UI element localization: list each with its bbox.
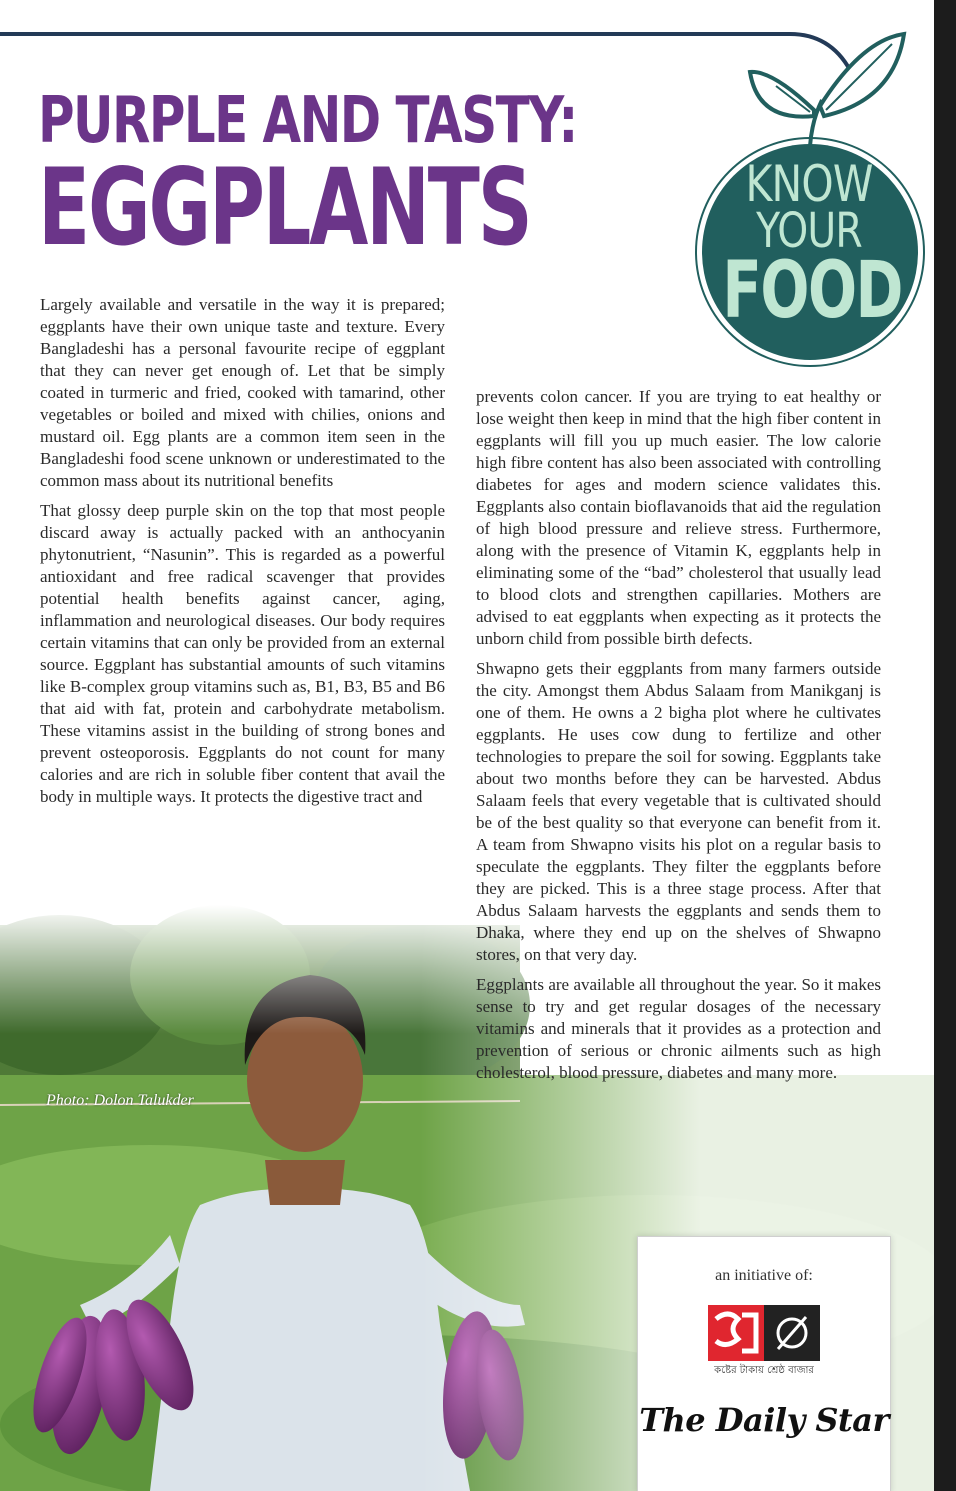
left-paragraph-2: That glossy deep purple skin on the top that most people discard away is actually packed with an anthocyanin phytonutrient, “Nasunin”. This is regarded as a powerful antioxidant and free radical scavenger that provides potential health benefits against cancer, aging, inflammation and neurological diseases. Our body requires certain vitamins that can only be provided from an external source. Eggplant has substantial amounts of such vitamins like B-complex group vitamins such as, B1, B3, B5 and B6 that aid with fat, protein and carbohydrate metabolism. These vitamins assist in the building of strong bones and prevent osteoporosis. Eggplants do not count for many calories and are rich in soluble fiber content that avail the body in multiple ways. It protects the digestive tract and [40, 501, 445, 806]
headline [38, 84, 577, 269]
right-paragraph-2: Shwapno gets their eggplants from many farmers outside the city. Amongst them Abdus Salaam from Manikganj is one of them. He owns a 2 bigha plot where he cultivates eggplants. He uses cow dung to fertilize and other technologies to prepare the soil for sowing. Eggplants take about two months before they can be harvested. Abdus Salaam feels that every vegetable that is cultivated should be of the best quality so that everyone can benefit from it. A team from Shwapno visits his plot on a regular basis to speculate the eggplants. They filter the eggplants before they are picked. This is a three stage process. After that Abdus Salaam harvests the eggplants and sends them to Dhaka, where they end up on the shelves of Shwapno stores, on that very day. [476, 659, 881, 964]
page-edge-stripe [934, 0, 956, 1491]
badge-food: FOOD [722, 246, 902, 336]
badge-text [692, 155, 926, 336]
right-paragraph-1: prevents colon cancer. If you are trying to eat healthy or lose weight then keep in mind that the high fiber content in eggplants will fill you up much easier. The low calorie high fibre content has also been associated with controlling diabetes for ages and modern science validates this. Eggplants also contain bioflavanoids that aid the regulation of high blood pressure and relieve stress. Furthermore, along with the presence of Vitamin K, eggplants help in eliminating some of the “bad” cholesterol that usually lead to blood clots and strengthen capillaries. Mothers are advised to eat eggplants when expecting as it protects the unborn child from possible birth defects. [476, 387, 881, 648]
article-right-column [476, 386, 881, 1092]
daily-star-logo: The Daily Star [639, 1401, 889, 1439]
headline-line2: EGGPLANTS [38, 146, 531, 269]
shwapno-tagline: কষ্টের টাকায় শ্রেষ্ঠ বাজার [714, 1365, 814, 1376]
left-paragraph-1: Largely available and versatile in the way it is prepared; eggplants have their own unique taste and texture. Every Bangladeshi has a personal favourite recipe of eggplant that they can never get enough of. Let that be simply coated in turmeric and fried, cooked with tamarind, other vegetables or boiled and mixed with chilies, onions and mustard oil. Egg plants are a common item seen in the Bangladeshi food scene unknown or underestimated to the common mass about its nutritional benefits [40, 295, 445, 490]
badge-your: YOUR [756, 203, 862, 259]
photo-credit: Photo: Dolon Talukder [46, 1092, 194, 1109]
headline-line1: PURPLE AND TASTY: [38, 84, 577, 158]
left-leaf-icon [750, 72, 814, 117]
initiative-label: an initiative of: [715, 1267, 813, 1284]
article-left-column [40, 294, 445, 816]
right-paragraph-3: Eggplants are available all throughout the year. So it makes sense to try and get regular dosages of the necessary vitamins and minerals that it provides as a protection and prevention of serious or chronic ailments such as high cholesterol, blood pressure, diabetes and many more. [476, 975, 881, 1082]
shwapno-logo-icon [708, 1305, 820, 1361]
badge-know: KNOW [745, 155, 873, 213]
initiative-box [637, 1236, 891, 1491]
